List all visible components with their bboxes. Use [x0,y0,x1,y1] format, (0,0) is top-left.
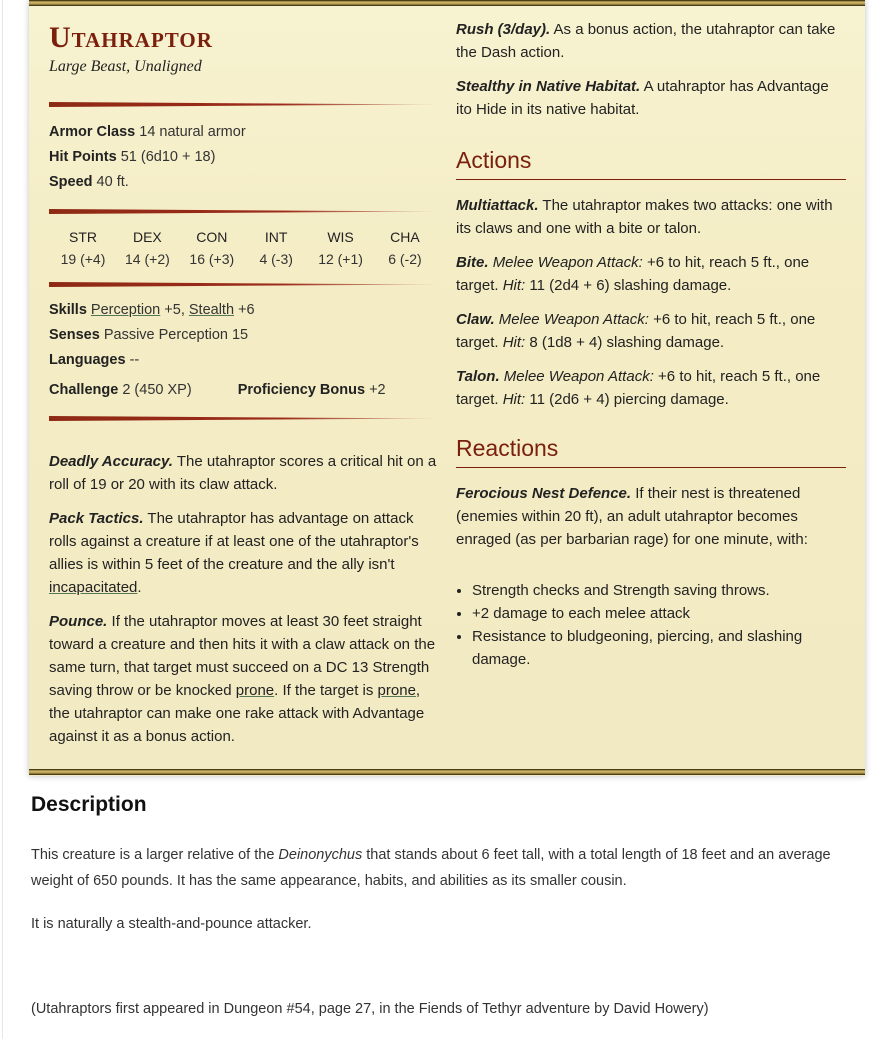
ability-value: 6 (-2) [388,251,422,267]
source-note: (Utahraptors first appeared in Dungeon #54, page 27, in the Fiends of Tethyr adventure by David Howery) [31,1001,709,1017]
actions-heading: Actions [456,145,846,180]
creature-type: Large Beast, Unaligned [49,58,202,75]
trait-text: The utahraptor has advantage on attack rolls against a creature if at least one of the utahraptor's allies is within 5 feet of the creature and the ally isn't [49,510,419,573]
trait-stealthy [456,75,846,121]
ability-name: CON [196,229,228,245]
damage-text: 11 (2d4 + 6) slashing damage. [529,277,732,294]
skill-stealth-value: +6 [238,302,255,318]
divider [49,102,439,107]
action-text: +6 to hit, reach 5 ft., one target. [456,254,810,294]
action-title: Bite. [456,254,489,271]
attack-type: Melee Weapon Attack: [503,368,654,385]
trait-text: If the utahraptor moves at least 30 feet straight toward a creature and then hits it with a claw attack on the same turn, that target must succeed on a DC 13 Strength saving throw or be knocked [49,613,436,699]
ability-value: 4 (-3) [259,251,293,267]
ability-dex [119,226,175,270]
proficiency-label: Proficiency Bonus [237,382,366,398]
speed [49,170,439,195]
divider [49,416,439,421]
senses-label: Senses [49,327,100,343]
trait-deadly-accuracy [49,450,439,496]
languages-label: Languages [49,352,126,368]
action-title: Multiattack. [456,197,539,214]
list-item: • Strength checks and Strength saving throws. [472,579,846,602]
trait-text: A utahraptor has Advantage ito Hide in its native habitat. [456,78,829,118]
skills-label: Skills [49,302,87,318]
armor-class-label: Armor Class [49,124,136,140]
description-text: This creature is a larger relative of the [31,847,279,863]
trait-title: Pack Tactics. [49,510,144,527]
description-section [31,790,841,1022]
divider [49,282,439,287]
description-paragraph [31,842,841,894]
stat-block-right-column [456,18,846,671]
trait-text: . If the target is [274,682,374,699]
ability-value: 12 (+1) [318,251,363,267]
list-item: • +2 damage to each melee attack [472,602,846,625]
action-bite [456,251,846,297]
speed-label: Speed [49,174,93,190]
action-multiattack [456,194,846,240]
incapacitated-link[interactable]: incapacitated [49,579,138,596]
reaction-nest-defence [456,482,846,551]
ability-con [184,226,240,270]
trait-pounce [49,610,439,748]
trait-text: As a bonus action, the utahraptor can take the Dash action. [456,21,836,61]
reactions-heading: Reactions [456,433,846,468]
ability-name: STR [69,229,97,245]
action-text: The utahraptor makes two attacks: one with its claws and one with a bite or talon. [456,197,833,237]
senses-value: Passive Perception 15 [103,327,249,343]
detail-props [49,298,439,403]
description-text: that stands about 6 feet tall, with a total length of 18 feet and an average weight of 650 pounds. It has the same appearance, habits, and abilities as its smaller cousin. [31,847,831,889]
skill-perception-link[interactable]: Perception [90,302,161,318]
damage-text: 8 (1d8 + 4) slashing damage. [529,334,725,351]
description-emphasis: Deinonychus [278,847,363,863]
armor-class [49,120,439,145]
stat-block-bottom-bar [29,769,865,775]
description-heading: Description [31,793,147,816]
action-text: +6 to hit, reach 5 ft., one target. [456,311,816,351]
skill-perception-value: +5, [164,302,185,318]
proficiency-value: +2 [369,382,386,398]
trait-text: The utahraptor scores a critical hit on a roll of 19 or 20 with its claw attack. [49,453,437,493]
attack-type: Melee Weapon Attack: [498,311,649,328]
ability-int [248,226,304,270]
reaction-text: If their nest is threatened (enemies within 20 ft), an adult utahraptor becomes enraged (as per barbarian rage) for one minute, with: [456,485,808,548]
action-text: +6 to hit, reach 5 ft., one target. [456,368,821,408]
hit-label: Hit: [502,391,526,408]
divider [49,209,439,214]
description-paragraph: It is naturally a stealth-and-pounce attacker. [31,916,312,932]
challenge-label: Challenge [49,382,119,398]
damage-text: 11 (2d6 + 4) piercing damage. [529,391,729,408]
trait-title: Deadly Accuracy. [49,453,173,470]
attack-type: Melee Weapon Attack: [492,254,643,271]
action-talon [456,365,846,411]
reaction-title: Ferocious Nest Defence. [456,485,632,502]
traits-left [49,450,439,748]
trait-title: Stealthy in Native Habitat. [456,78,641,95]
languages-value: -- [129,352,140,368]
armor-class-value: 14 natural armor [139,124,246,140]
trait-pack-tactics: Pack Tactics. The utahraptor has advantage on attack rolls against a creature if at least one of the utahraptor's allies is within 5 feet of the creature and the ally isn't incapacitated. [49,510,419,596]
skills [49,298,439,323]
action-title: Claw. [456,311,495,328]
ability-name: WIS [327,229,354,245]
action-claw [456,308,846,354]
stat-block [29,0,865,776]
skill-stealth-link[interactable]: Stealth [188,302,235,318]
stat-block-top-bar [29,0,865,6]
senses [49,323,439,348]
prone-link[interactable]: prone [377,682,416,699]
trait-title: Rush (3/day). [456,21,551,38]
hit-points-label: Hit Points [49,149,117,165]
hit-points [49,145,439,170]
prone-link[interactable]: prone [235,682,275,699]
ability-scores [49,226,439,270]
ability-name: INT [264,229,288,245]
trait-title: Pounce. [49,613,108,630]
core-props [49,120,439,195]
speed-value: 40 ft. [96,174,129,190]
challenge-value: 2 (450 XP) [122,382,192,398]
ability-name: CHA [390,229,420,245]
hit-points-value: 51 (6d10 + 18) [120,149,216,165]
hit-label: Hit: [502,334,526,351]
stat-block-left-column [49,18,439,759]
ability-value: 16 (+3) [189,251,235,267]
ability-name: DEX [132,229,162,245]
hit-label: Hit: [502,277,526,294]
challenge-row [49,378,439,403]
ability-wis [313,226,369,270]
trait-text: , the utahraptor can make one rake attack with Advantage against it as a bonus action. [49,682,425,745]
trait-rush [456,18,846,64]
rage-benefits-list [456,579,846,671]
ability-value: 19 (+4) [60,251,106,267]
languages [49,348,439,373]
action-title: Talon. [456,368,500,385]
page-edge [2,0,3,1039]
ability-str [55,226,111,270]
ability-cha [377,226,433,270]
creature-name: Utahraptor [49,21,213,54]
ability-value: 14 (+2) [125,251,170,267]
list-item: • Resistance to bludgeoning, piercing, and slashing damage. [472,625,846,671]
